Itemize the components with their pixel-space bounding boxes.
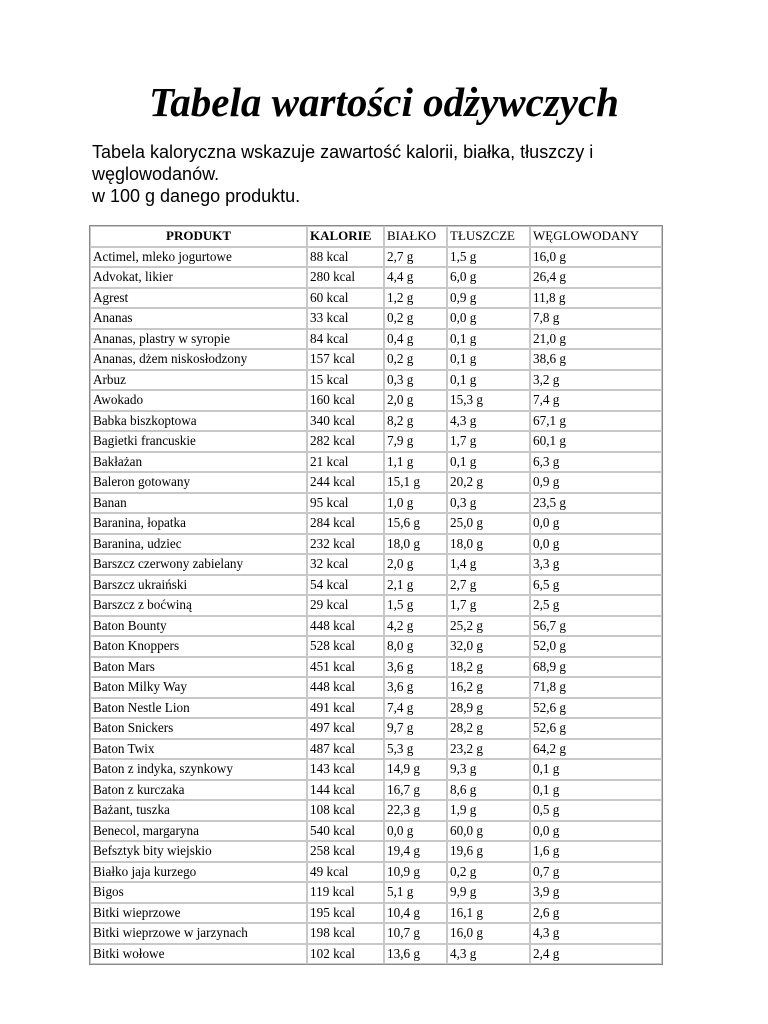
cell-bialko: 0,2 g bbox=[384, 349, 447, 370]
cell-produkt: Bakłażan bbox=[90, 452, 307, 473]
cell-tluszcze: 6,0 g bbox=[447, 267, 530, 288]
cell-weglowodany: 64,2 g bbox=[530, 739, 662, 760]
cell-bialko: 13,6 g bbox=[384, 944, 447, 965]
header-bialko: BIAŁKO bbox=[384, 226, 447, 247]
table-row bbox=[90, 370, 662, 391]
cell-weglowodany: 52,6 g bbox=[530, 718, 662, 739]
cell-weglowodany: 3,9 g bbox=[530, 882, 662, 903]
cell-kalorie: 102 kcal bbox=[307, 944, 384, 965]
page-title: Tabela wartości odżywczych bbox=[149, 79, 619, 125]
table-row bbox=[90, 739, 662, 760]
intro-line-1: Tabela kaloryczna wskazuje zawartość kalorii, białka, tłuszczy i węglowodanów. bbox=[92, 142, 594, 184]
cell-weglowodany: 21,0 g bbox=[530, 329, 662, 350]
cell-produkt: Awokado bbox=[90, 390, 307, 411]
table-row bbox=[90, 431, 662, 452]
cell-bialko: 0,2 g bbox=[384, 308, 447, 329]
table-row bbox=[90, 575, 662, 596]
table-row bbox=[90, 267, 662, 288]
cell-weglowodany: 52,6 g bbox=[530, 698, 662, 719]
table-row bbox=[90, 780, 662, 801]
cell-kalorie: 528 kcal bbox=[307, 636, 384, 657]
table-row bbox=[90, 472, 662, 493]
cell-weglowodany: 1,6 g bbox=[530, 841, 662, 862]
cell-produkt: Babka biszkoptowa bbox=[90, 411, 307, 432]
cell-kalorie: 54 kcal bbox=[307, 575, 384, 596]
cell-tluszcze: 32,0 g bbox=[447, 636, 530, 657]
table-row bbox=[90, 718, 662, 739]
nutrition-table bbox=[89, 225, 663, 965]
cell-bialko: 8,2 g bbox=[384, 411, 447, 432]
cell-bialko: 0,4 g bbox=[384, 329, 447, 350]
table-row bbox=[90, 862, 662, 883]
cell-weglowodany: 16,0 g bbox=[530, 247, 662, 268]
cell-kalorie: 244 kcal bbox=[307, 472, 384, 493]
cell-kalorie: 448 kcal bbox=[307, 677, 384, 698]
cell-weglowodany: 71,8 g bbox=[530, 677, 662, 698]
cell-tluszcze: 25,0 g bbox=[447, 513, 530, 534]
table-row bbox=[90, 882, 662, 903]
cell-bialko: 10,4 g bbox=[384, 903, 447, 924]
cell-weglowodany: 38,6 g bbox=[530, 349, 662, 370]
cell-tluszcze: 1,7 g bbox=[447, 595, 530, 616]
cell-produkt: Actimel, mleko jogurtowe bbox=[90, 247, 307, 268]
cell-produkt: Baton Nestle Lion bbox=[90, 698, 307, 719]
intro-line-2: w 100 g danego produktu. bbox=[92, 186, 301, 206]
cell-bialko: 5,1 g bbox=[384, 882, 447, 903]
cell-bialko: 5,3 g bbox=[384, 739, 447, 760]
cell-tluszcze: 1,9 g bbox=[447, 800, 530, 821]
cell-tluszcze: 18,0 g bbox=[447, 534, 530, 555]
intro-text bbox=[92, 141, 712, 207]
cell-tluszcze: 23,2 g bbox=[447, 739, 530, 760]
table-row bbox=[90, 390, 662, 411]
cell-weglowodany: 0,0 g bbox=[530, 513, 662, 534]
cell-produkt: Befsztyk bity wiejskio bbox=[90, 841, 307, 862]
table-row bbox=[90, 411, 662, 432]
cell-produkt: Bitki wieprzowe w jarzynach bbox=[90, 923, 307, 944]
cell-produkt: Benecol, margaryna bbox=[90, 821, 307, 842]
cell-kalorie: 33 kcal bbox=[307, 308, 384, 329]
table-row bbox=[90, 595, 662, 616]
table-row bbox=[90, 616, 662, 637]
cell-kalorie: 340 kcal bbox=[307, 411, 384, 432]
cell-tluszcze: 16,1 g bbox=[447, 903, 530, 924]
table-row bbox=[90, 452, 662, 473]
cell-produkt: Barszcz z boćwiną bbox=[90, 595, 307, 616]
cell-tluszcze: 28,9 g bbox=[447, 698, 530, 719]
cell-produkt: Arbuz bbox=[90, 370, 307, 391]
cell-weglowodany: 23,5 g bbox=[530, 493, 662, 514]
cell-bialko: 3,6 g bbox=[384, 677, 447, 698]
cell-weglowodany: 60,1 g bbox=[530, 431, 662, 452]
cell-weglowodany: 0,1 g bbox=[530, 759, 662, 780]
cell-kalorie: 88 kcal bbox=[307, 247, 384, 268]
table-row bbox=[90, 677, 662, 698]
cell-bialko: 1,2 g bbox=[384, 288, 447, 309]
cell-weglowodany: 3,3 g bbox=[530, 554, 662, 575]
cell-kalorie: 195 kcal bbox=[307, 903, 384, 924]
cell-weglowodany: 68,9 g bbox=[530, 657, 662, 678]
table-header-row bbox=[90, 226, 662, 247]
cell-tluszcze: 0,9 g bbox=[447, 288, 530, 309]
cell-bialko: 7,9 g bbox=[384, 431, 447, 452]
cell-kalorie: 144 kcal bbox=[307, 780, 384, 801]
cell-bialko: 16,7 g bbox=[384, 780, 447, 801]
table-row bbox=[90, 554, 662, 575]
table-row bbox=[90, 534, 662, 555]
cell-tluszcze: 16,0 g bbox=[447, 923, 530, 944]
table-row bbox=[90, 841, 662, 862]
cell-weglowodany: 6,3 g bbox=[530, 452, 662, 473]
cell-bialko: 0,0 g bbox=[384, 821, 447, 842]
cell-tluszcze: 20,2 g bbox=[447, 472, 530, 493]
cell-weglowodany: 52,0 g bbox=[530, 636, 662, 657]
cell-produkt: Ananas, dżem niskosłodzony bbox=[90, 349, 307, 370]
cell-bialko: 2,0 g bbox=[384, 390, 447, 411]
table-row bbox=[90, 944, 662, 965]
cell-weglowodany: 56,7 g bbox=[530, 616, 662, 637]
table-row bbox=[90, 349, 662, 370]
cell-produkt: Baton Milky Way bbox=[90, 677, 307, 698]
cell-bialko: 2,1 g bbox=[384, 575, 447, 596]
cell-produkt: Baleron gotowany bbox=[90, 472, 307, 493]
cell-weglowodany: 7,8 g bbox=[530, 308, 662, 329]
cell-weglowodany: 2,6 g bbox=[530, 903, 662, 924]
cell-tluszcze: 4,3 g bbox=[447, 411, 530, 432]
cell-produkt: Bażant, tuszka bbox=[90, 800, 307, 821]
cell-produkt: Bitki wołowe bbox=[90, 944, 307, 965]
cell-tluszcze: 1,7 g bbox=[447, 431, 530, 452]
cell-bialko: 18,0 g bbox=[384, 534, 447, 555]
cell-kalorie: 497 kcal bbox=[307, 718, 384, 739]
cell-tluszcze: 15,3 g bbox=[447, 390, 530, 411]
cell-bialko: 2,7 g bbox=[384, 247, 447, 268]
cell-tluszcze: 18,2 g bbox=[447, 657, 530, 678]
cell-tluszcze: 0,3 g bbox=[447, 493, 530, 514]
cell-kalorie: 60 kcal bbox=[307, 288, 384, 309]
cell-produkt: Baton Bounty bbox=[90, 616, 307, 637]
cell-bialko: 7,4 g bbox=[384, 698, 447, 719]
cell-kalorie: 119 kcal bbox=[307, 882, 384, 903]
cell-tluszcze: 60,0 g bbox=[447, 821, 530, 842]
cell-bialko: 14,9 g bbox=[384, 759, 447, 780]
cell-weglowodany: 0,7 g bbox=[530, 862, 662, 883]
cell-tluszcze: 0,0 g bbox=[447, 308, 530, 329]
table-row bbox=[90, 821, 662, 842]
cell-weglowodany: 4,3 g bbox=[530, 923, 662, 944]
cell-bialko: 1,1 g bbox=[384, 452, 447, 473]
cell-tluszcze: 16,2 g bbox=[447, 677, 530, 698]
cell-weglowodany: 0,5 g bbox=[530, 800, 662, 821]
cell-bialko: 15,6 g bbox=[384, 513, 447, 534]
cell-produkt: Barszcz czerwony zabielany bbox=[90, 554, 307, 575]
header-produkt: PRODUKT bbox=[90, 226, 307, 247]
cell-kalorie: 21 kcal bbox=[307, 452, 384, 473]
cell-produkt: Bagietki francuskie bbox=[90, 431, 307, 452]
table-row bbox=[90, 493, 662, 514]
cell-produkt: Baton Twix bbox=[90, 739, 307, 760]
cell-bialko: 8,0 g bbox=[384, 636, 447, 657]
table-row bbox=[90, 288, 662, 309]
table-row bbox=[90, 800, 662, 821]
cell-kalorie: 157 kcal bbox=[307, 349, 384, 370]
cell-weglowodany: 3,2 g bbox=[530, 370, 662, 391]
cell-produkt: Ananas bbox=[90, 308, 307, 329]
cell-kalorie: 284 kcal bbox=[307, 513, 384, 534]
cell-weglowodany: 2,4 g bbox=[530, 944, 662, 965]
cell-bialko: 22,3 g bbox=[384, 800, 447, 821]
cell-produkt: Baranina, udziec bbox=[90, 534, 307, 555]
cell-kalorie: 280 kcal bbox=[307, 267, 384, 288]
cell-weglowodany: 2,5 g bbox=[530, 595, 662, 616]
cell-kalorie: 32 kcal bbox=[307, 554, 384, 575]
cell-tluszcze: 1,4 g bbox=[447, 554, 530, 575]
cell-produkt: Agrest bbox=[90, 288, 307, 309]
cell-weglowodany: 0,1 g bbox=[530, 780, 662, 801]
cell-tluszcze: 9,3 g bbox=[447, 759, 530, 780]
cell-produkt: Baton z indyka, szynkowy bbox=[90, 759, 307, 780]
cell-tluszcze: 4,3 g bbox=[447, 944, 530, 965]
cell-bialko: 4,4 g bbox=[384, 267, 447, 288]
cell-tluszcze: 25,2 g bbox=[447, 616, 530, 637]
cell-bialko: 9,7 g bbox=[384, 718, 447, 739]
cell-weglowodany: 67,1 g bbox=[530, 411, 662, 432]
cell-kalorie: 232 kcal bbox=[307, 534, 384, 555]
cell-kalorie: 451 kcal bbox=[307, 657, 384, 678]
cell-produkt: Baton z kurczaka bbox=[90, 780, 307, 801]
cell-tluszcze: 28,2 g bbox=[447, 718, 530, 739]
cell-produkt: Baton Knoppers bbox=[90, 636, 307, 657]
cell-produkt: Baranina, łopatka bbox=[90, 513, 307, 534]
cell-kalorie: 143 kcal bbox=[307, 759, 384, 780]
cell-tluszcze: 9,9 g bbox=[447, 882, 530, 903]
table-row bbox=[90, 657, 662, 678]
cell-kalorie: 198 kcal bbox=[307, 923, 384, 944]
table-body bbox=[90, 247, 662, 965]
cell-tluszcze: 0,1 g bbox=[447, 349, 530, 370]
cell-kalorie: 84 kcal bbox=[307, 329, 384, 350]
cell-weglowodany: 0,9 g bbox=[530, 472, 662, 493]
cell-tluszcze: 1,5 g bbox=[447, 247, 530, 268]
cell-kalorie: 49 kcal bbox=[307, 862, 384, 883]
cell-weglowodany: 26,4 g bbox=[530, 267, 662, 288]
cell-produkt: Banan bbox=[90, 493, 307, 514]
cell-produkt: Baton Mars bbox=[90, 657, 307, 678]
cell-weglowodany: 0,0 g bbox=[530, 821, 662, 842]
cell-kalorie: 491 kcal bbox=[307, 698, 384, 719]
cell-tluszcze: 0,1 g bbox=[447, 370, 530, 391]
table-row bbox=[90, 923, 662, 944]
cell-bialko: 2,0 g bbox=[384, 554, 447, 575]
cell-weglowodany: 7,4 g bbox=[530, 390, 662, 411]
table-row bbox=[90, 513, 662, 534]
table-row bbox=[90, 903, 662, 924]
cell-kalorie: 95 kcal bbox=[307, 493, 384, 514]
cell-tluszcze: 0,2 g bbox=[447, 862, 530, 883]
cell-tluszcze: 0,1 g bbox=[447, 329, 530, 350]
cell-produkt: Advokat, likier bbox=[90, 267, 307, 288]
cell-bialko: 10,9 g bbox=[384, 862, 447, 883]
cell-bialko: 1,5 g bbox=[384, 595, 447, 616]
cell-produkt: Bitki wieprzowe bbox=[90, 903, 307, 924]
cell-kalorie: 29 kcal bbox=[307, 595, 384, 616]
cell-bialko: 3,6 g bbox=[384, 657, 447, 678]
cell-bialko: 15,1 g bbox=[384, 472, 447, 493]
cell-bialko: 10,7 g bbox=[384, 923, 447, 944]
cell-produkt: Barszcz ukraiński bbox=[90, 575, 307, 596]
cell-tluszcze: 2,7 g bbox=[447, 575, 530, 596]
cell-bialko: 4,2 g bbox=[384, 616, 447, 637]
cell-tluszcze: 19,6 g bbox=[447, 841, 530, 862]
table-row bbox=[90, 759, 662, 780]
cell-produkt: Białko jaja kurzego bbox=[90, 862, 307, 883]
cell-weglowodany: 6,5 g bbox=[530, 575, 662, 596]
cell-bialko: 19,4 g bbox=[384, 841, 447, 862]
cell-produkt: Bigos bbox=[90, 882, 307, 903]
header-tluszcze: TŁUSZCZE bbox=[447, 226, 530, 247]
cell-weglowodany: 0,0 g bbox=[530, 534, 662, 555]
table-row bbox=[90, 329, 662, 350]
cell-bialko: 1,0 g bbox=[384, 493, 447, 514]
table-row bbox=[90, 636, 662, 657]
table-row bbox=[90, 247, 662, 268]
cell-tluszcze: 0,1 g bbox=[447, 452, 530, 473]
table-row bbox=[90, 698, 662, 719]
cell-tluszcze: 8,6 g bbox=[447, 780, 530, 801]
cell-kalorie: 15 kcal bbox=[307, 370, 384, 391]
cell-kalorie: 448 kcal bbox=[307, 616, 384, 637]
cell-kalorie: 540 kcal bbox=[307, 821, 384, 842]
cell-kalorie: 282 kcal bbox=[307, 431, 384, 452]
cell-produkt: Baton Snickers bbox=[90, 718, 307, 739]
cell-kalorie: 487 kcal bbox=[307, 739, 384, 760]
table-row bbox=[90, 308, 662, 329]
cell-kalorie: 108 kcal bbox=[307, 800, 384, 821]
cell-produkt: Ananas, plastry w syropie bbox=[90, 329, 307, 350]
cell-kalorie: 160 kcal bbox=[307, 390, 384, 411]
header-kalorie: KALORIE bbox=[307, 226, 384, 247]
cell-bialko: 0,3 g bbox=[384, 370, 447, 391]
cell-kalorie: 258 kcal bbox=[307, 841, 384, 862]
header-weglowodany: WĘGLOWODANY bbox=[530, 226, 662, 247]
cell-weglowodany: 11,8 g bbox=[530, 288, 662, 309]
